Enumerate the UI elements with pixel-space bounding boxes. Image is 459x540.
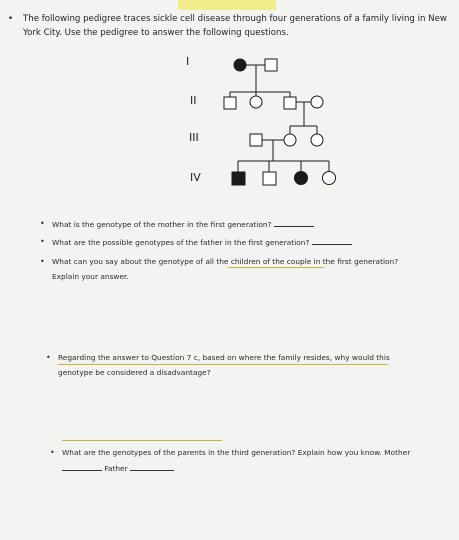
- pedigree-diagram: [170, 52, 370, 192]
- father-answer-blank[interactable]: [130, 462, 174, 471]
- generation-label-ii: II: [190, 94, 197, 107]
- generation-label-iv: IV: [190, 171, 201, 184]
- gen-iii-daughter: [284, 134, 296, 146]
- highlight-underline-4: [58, 364, 388, 365]
- question-3-line-1: What can you say about the genotype of all the children of the couple in the first generation?: [52, 257, 399, 266]
- question-1-text: What is the genotype of the mother in the first generation?: [52, 220, 272, 229]
- intro-text: The following pedigree traces sickle cell disease through four generations of a family living in New York City. Use the pedigree to answer the following questions.: [23, 14, 447, 38]
- question-mother-genotype: [40, 218, 314, 231]
- answer-blank-1[interactable]: [274, 218, 314, 227]
- question-5-line-1: What are the genotypes of the parents in the third generation? Explain how you know. Mother: [62, 448, 411, 457]
- question-1-bullet: •: [40, 219, 45, 228]
- question-2-text: What are the possible genotypes of the father in the first generation?: [52, 238, 310, 247]
- gen-ii-daughter: [250, 96, 262, 108]
- highlight-strip: [178, 0, 276, 10]
- generation-label-iii: III: [189, 131, 199, 144]
- intro-bullet: •: [8, 14, 14, 24]
- gen-i-mother-affected: [234, 59, 246, 71]
- question-3-line-2: Explain your answer.: [52, 272, 129, 281]
- question-children-genotype: [40, 256, 452, 283]
- father-label: Father: [104, 464, 128, 473]
- mother-answer-blank[interactable]: [62, 462, 102, 471]
- gen-iii-daughter-2: [311, 134, 323, 146]
- question-4-line-2: genotype be considered a disadvantage?: [58, 368, 211, 377]
- answer-line-4[interactable]: [62, 440, 222, 441]
- question-3-bullet: •: [40, 257, 45, 266]
- question-5-bullet: •: [50, 448, 55, 457]
- generation-label-i: I: [186, 55, 190, 68]
- gen-iv-daughter-affected: [295, 172, 308, 185]
- gen-ii-son-2: [284, 97, 296, 109]
- question-third-gen-parents: [50, 447, 452, 475]
- gen-iv-son: [263, 172, 276, 185]
- highlight-underline-3: [228, 267, 324, 268]
- answer-blank-2[interactable]: [312, 236, 352, 245]
- question-4-line-1: Regarding the answer to Question 7 c, based on where the family resides, why would this: [58, 353, 390, 362]
- question-father-genotype: [40, 236, 352, 249]
- question-2-bullet: •: [40, 237, 45, 246]
- gen-iv-son-affected: [232, 172, 245, 185]
- question-4-bullet: •: [46, 353, 51, 362]
- question-disadvantage: [46, 352, 453, 379]
- gen-ii-son-1: [224, 97, 236, 109]
- gen-iii-spouse-male: [250, 134, 262, 146]
- intro-paragraph: [8, 12, 453, 40]
- gen-iv-daughter: [323, 172, 336, 185]
- gen-ii-spouse: [311, 96, 323, 108]
- gen-i-father: [265, 59, 277, 71]
